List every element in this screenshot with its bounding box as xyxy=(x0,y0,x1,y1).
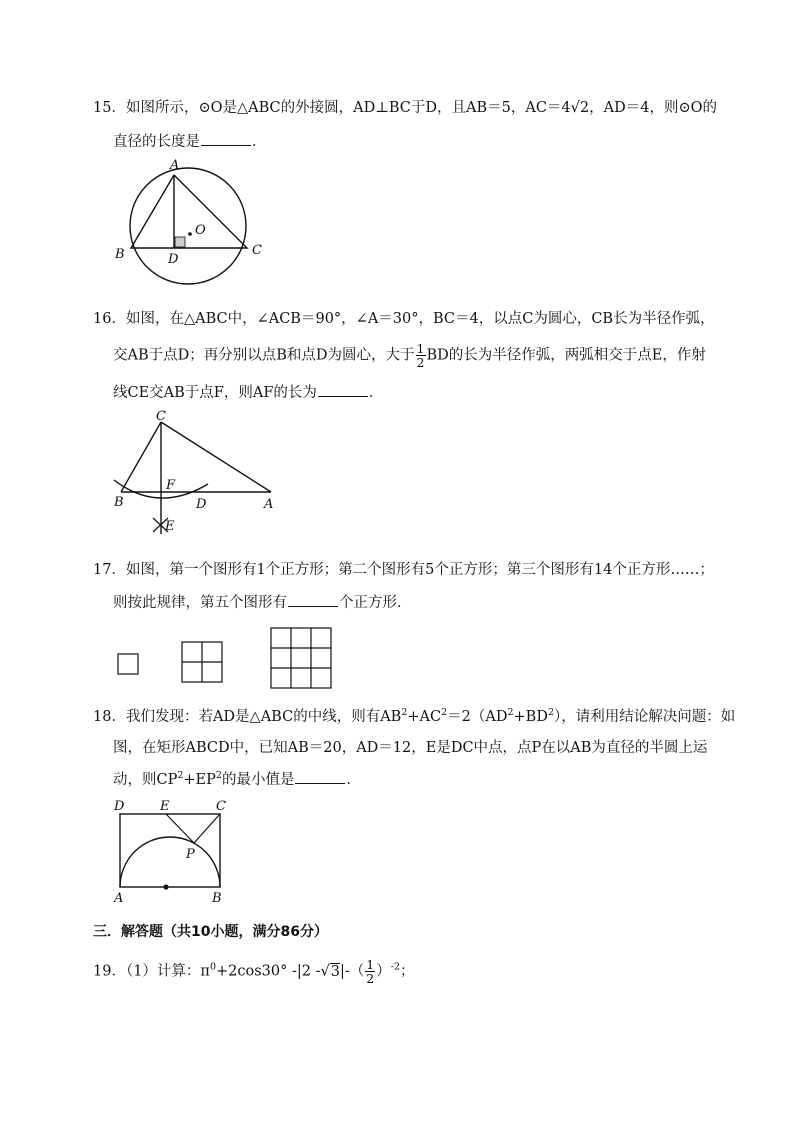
q16-number: 16． xyxy=(93,311,126,327)
q19-sqrt-arg: 3 xyxy=(330,963,340,980)
q16-frac-num: 1 xyxy=(416,341,425,356)
q18-line2 xyxy=(113,738,707,758)
q17-grid-3x3 xyxy=(271,628,331,688)
section-heading: 三．解答题（共10小题，满分86分） xyxy=(93,924,328,940)
q17-number: 17． xyxy=(93,562,126,578)
q16-answer-blank xyxy=(318,382,368,397)
q18-number: 18． xyxy=(93,709,126,725)
q15-label-D: D xyxy=(168,252,179,267)
q17-figure xyxy=(112,622,342,692)
q16-text-line1: 如图，在△ABC中，∠ACB＝90°，∠A＝30°，BC＝4，以点C为圆心，CB长为半径作弧， xyxy=(125,311,715,327)
q18-sup-2: 2 xyxy=(441,707,448,718)
q18-label-C: C xyxy=(216,799,226,814)
q17-line2 xyxy=(113,592,412,613)
q19-end: ； xyxy=(400,963,415,980)
q18-label-B: B xyxy=(212,891,222,906)
q16-text-line2b: BD的长为半径作弧，两弧相交于点E，作射 xyxy=(426,347,706,364)
q16-side-CB xyxy=(121,422,161,492)
q16-side-CA xyxy=(161,422,271,492)
q15-center-dot xyxy=(188,232,192,236)
q16-label-A: A xyxy=(264,497,274,512)
q15-line2 xyxy=(113,131,267,152)
q18-sup-4: 2 xyxy=(547,707,554,718)
q15-label-A: A xyxy=(170,158,180,173)
q18-text-1a: 我们发现：若AD是△ABC的中线，则有AB xyxy=(125,709,402,725)
q15-circle xyxy=(130,168,246,284)
q18-line1 xyxy=(93,707,735,727)
q19-mid: +2cos30° -|2 - xyxy=(216,963,321,980)
q18-figure xyxy=(108,796,238,908)
q18-text-1b: +AC xyxy=(407,709,442,725)
q15-line1 xyxy=(93,98,717,118)
q18-sup-6: 2 xyxy=(215,770,222,781)
q15-right-angle-mark xyxy=(175,237,185,247)
q16-line1 xyxy=(93,309,715,329)
q19-number: 19． xyxy=(93,963,126,980)
q15-text-line1: 如图所示，⊙O是△ABC的外接圆，AD⊥BC于D，且AB＝5，AC＝4√2，AD＝4，则⊙O的 xyxy=(125,100,717,116)
q15-label-O: O xyxy=(195,223,206,238)
q18-tail: ． xyxy=(346,772,361,788)
q18-segment-EP xyxy=(166,814,194,843)
q18-sup-5: 2 xyxy=(177,770,184,781)
q17-grid-2x2 xyxy=(182,642,222,682)
q18-text-1e: ），请利用结论解决问题：如 xyxy=(554,709,736,725)
q19-fraction xyxy=(365,958,375,985)
q16-figure xyxy=(108,410,278,542)
q16-fraction xyxy=(416,342,426,369)
q16-label-C: C xyxy=(156,410,166,424)
q16-label-B: B xyxy=(114,495,124,510)
q16-label-E: E xyxy=(165,519,175,534)
q16-line3 xyxy=(113,382,383,403)
q18-text-line2: 图，在矩形ABCD中，已知AB＝20，AD＝12，E是DC中点，点P在以AB为直径的半圆上运 xyxy=(113,740,708,756)
q15-answer-blank xyxy=(201,131,251,146)
q18-sup-3: 2 xyxy=(507,707,514,718)
q16-text-line3: 线CE交AB于点F，则AF的长为 xyxy=(113,385,317,401)
q17-grid-1x1 xyxy=(118,654,138,674)
q17-line1 xyxy=(93,560,714,580)
q15-label-C: C xyxy=(252,243,262,258)
q15-number: 15． xyxy=(93,100,126,116)
q18-text-3c: 的最小值是 xyxy=(221,772,295,788)
q15-label-B: B xyxy=(115,247,125,262)
q16-tail: ． xyxy=(368,385,384,401)
q18-text-3a: 动，则CP xyxy=(113,772,178,788)
q18-text-1c: ＝2（AD xyxy=(447,709,508,725)
q17-answer-blank xyxy=(288,592,338,607)
q18-midpoint-dot xyxy=(163,884,168,889)
q18-label-E: E xyxy=(160,799,170,814)
q19-line1 xyxy=(93,958,415,985)
q16-label-D: D xyxy=(196,497,207,512)
q18-label-D: D xyxy=(114,799,125,814)
q19-after-sqrt: |-（ xyxy=(340,963,365,980)
q15-tail: ． xyxy=(252,134,267,150)
q18-label-P: P xyxy=(186,847,195,862)
q18-label-A: A xyxy=(114,891,124,906)
q15-text-line2: 直径的长度是 xyxy=(113,134,200,150)
q18-text-3b: +EP xyxy=(183,772,216,788)
q18-semicircle xyxy=(120,837,220,887)
q19-sup-zero: 0 xyxy=(209,961,217,973)
q16-frac-den: 2 xyxy=(416,355,425,370)
q19-frac-den: 2 xyxy=(366,971,375,986)
q18-line3 xyxy=(113,769,361,790)
q19-exponent: -2 xyxy=(390,961,401,973)
q18-text-1d: +BD xyxy=(513,709,548,725)
q17-text-line2: 则按此规律，第五个图形有 xyxy=(113,595,287,611)
q17-text-line1: 如图，第一个图形有1个正方形；第二个图形有5个正方形；第三个图形有14个正方形……； xyxy=(125,562,714,578)
q19-close: ） xyxy=(376,963,391,980)
q18-answer-blank xyxy=(295,769,345,784)
q16-text-line2a: 交AB于点D；再分别以点B和点D为圆心，大于 xyxy=(113,347,415,364)
q17-tail: 个正方形． xyxy=(339,595,412,611)
q16-label-F: F xyxy=(166,478,176,493)
q15-figure xyxy=(110,155,280,295)
q18-segment-CP xyxy=(194,814,220,843)
q19-frac-num: 1 xyxy=(366,957,375,972)
q19-sqrt: √3 xyxy=(320,963,340,980)
q18-sup-1: 2 xyxy=(401,707,408,718)
q19-part: （1）计算：π xyxy=(125,963,210,980)
q16-line2 xyxy=(113,342,706,369)
